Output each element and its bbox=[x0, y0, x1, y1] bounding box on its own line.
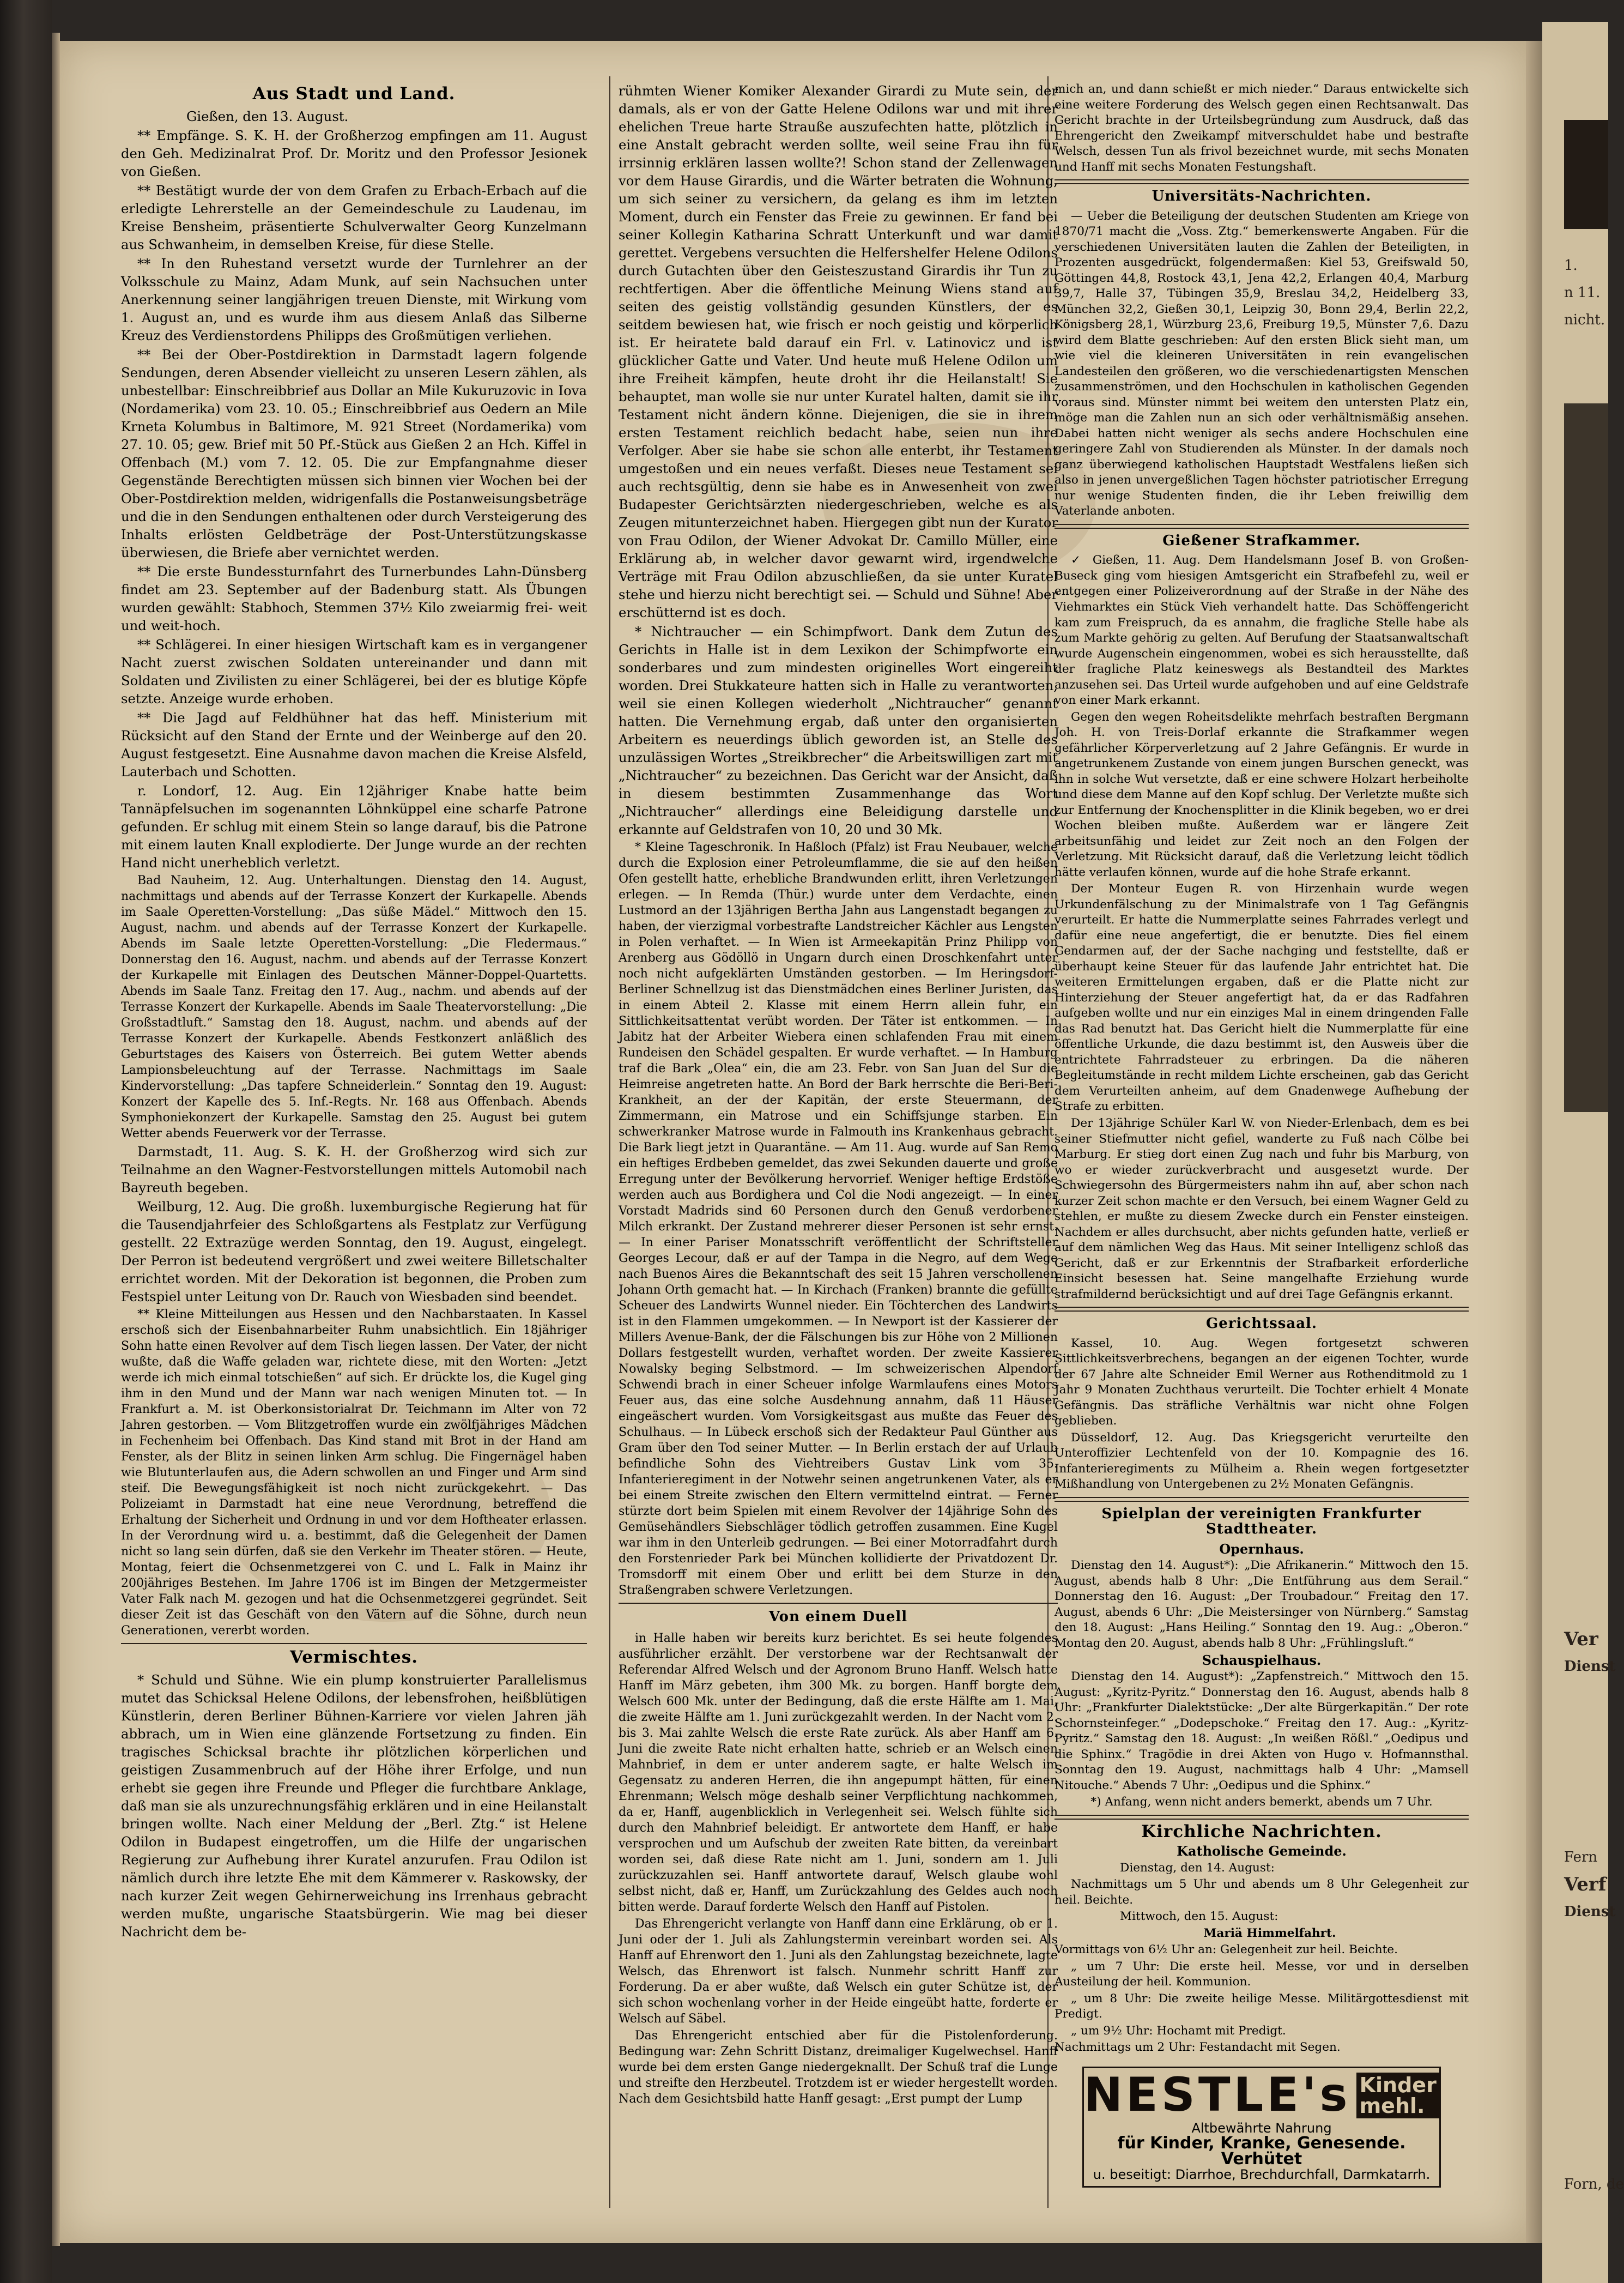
column-2 bbox=[619, 82, 1058, 2108]
ad-product-word: Kinder bbox=[1359, 2073, 1437, 2097]
church-line: „ um 7 Uhr: Die erste heil. Messe, vor und in derselben Austeilung der heil. Kommunion. bbox=[1055, 1959, 1469, 1989]
church-line: Dienstag, den 14. August: bbox=[1120, 1861, 1275, 1875]
article-paragraph: ** In den Ruhestand versetzt wurde der Turnlehrer an der Volksschule zu Mainz, Adam Munk, auf sein Nachsuchen unter Anerkennung seiner langjährigen treuen Dienste, mit Wirkung vom 1. August an, und es wurde ihm aus diesem Anlaß das Silberne Kreuz des Verdienstordens Philipps des Großmütigen verliehen. bbox=[121, 256, 587, 343]
dateline: Gießen, den 13. August. bbox=[186, 108, 349, 124]
church-line: „ um 8 Uhr: Die zweite heilige Messe. Militärgottesdienst mit Predigt. bbox=[1055, 1991, 1469, 2021]
page-edge bbox=[1526, 41, 1542, 2243]
article-paragraph: * Nichtraucher — ein Schimpfwort. Dank dem Zutun des Gerichts in Halle ist in dem Lexikon der Schimpfworte ein sonderbares und zum mindesten originelles Wort eingereiht worden. Drei Stukkateure hatten sich in Halle zu verantworten, weil sie einen Kollegen wiederholt „Nichtraucher“ genannt hatten. Die Vernehmung ergab, daß unter den organisierten Arbeitern es neuerdings üblich geworden ist, an Stelle des unzulässigen Wortes „Streikbrecher“ die Arbeitswilligen zart mit „Nichtraucher“ zu bezeichnen. Das Gericht war der Ansicht, daß in diesem bestimmten Zusammenhange das Wort „Nichtraucher“ allerdings eine Beleidigung darstelle und erkannte auf Geldstrafen von 10, 20 und 30 Mk. bbox=[619, 624, 1058, 837]
section-title-duel: Von einem Duell bbox=[768, 1609, 908, 1625]
article-paragraph: Das Ehrengericht verlangte von Hanff dann eine Erklärung, ob er 1. Juni oder der 1. Juli als Zahlungstermin vereinbart worden sei. Als Hanff auf Ehrenwort den 1. Juni als den Zahlungstag bezeichnete, lagte Welsch, das Ehrenwort ist falsch. Nunmehr schritt Hanff zur Forderung. Da er aber wußte, daß Welsch ein guter Schütze ist, der sich schon wochenlang vorher in der Heide eingeübt hatte, forderte er Welsch auf Säbel. bbox=[619, 1917, 1058, 2026]
section-title-university: Universitäts-Nachrichten. bbox=[1152, 188, 1372, 205]
article-paragraph: ** Bei der Ober-Postdirektion in Darmstadt lagern folgende Sendungen, deren Absender vielleicht zu unseren Lesern zählen, als unbestellbar: Einschreibbrief aus Dollar an Mile Kukuruzovic in Iova (Nordamerika) vom 23. 10. 05.; Einschreibbrief aus Oedern an Mile Krneta Kolumbus in Baltimore, M. 921 Street (Nordamerika) vom 27. 10. 05; gew. Brief mit 50 Pf.-Stück aus Gießen 2 an Hch. Kiffel in Offenbach (M.) vom 7. 12. 05. Die zur Empfangnahme dieser Gegenstände Berechtigten müssen sich binnen vier Wochen bei der Ober-Postdirektion melden, widrigenfalls die Postanweisungsbeträge und die in den Sendungen enthaltenen oder durch Versteigerung des Inhalts erlösten Geldbeträge der Post-Unterstützungskasse überwiesen, die Briefe aber vernichtet werden. bbox=[121, 347, 587, 560]
article-paragraph: ** Die Jagd auf Feldhühner hat das heff. Ministerium mit Rücksicht auf den Stand der Ernte und der Weinberge auf den 20. August festgesetzt. Eine Ausnahme davon machen die Kreise Alsfeld, Lauterbach und Schotten. bbox=[121, 710, 587, 780]
article-paragraph: ** Schlägerei. In einer hiesigen Wirtschaft kam es in vergangener Nacht zuerst zwischen Soldaten untereinander und dann mit Soldaten und Zivilisten zu einer Schlägerei, bei der es blutige Köpfe setzte. Anzeige wurde erhoben. bbox=[121, 637, 587, 706]
article-paragraph: — Ueber die Beteiligung der deutschen Studenten am Kriege von 1870/71 macht die „Voss. Ztg.“ bemerkenswerte Angaben. Für die verschiedenen Universitäten lauten die Zahlen der Beteiligten, in Prozenten ausgedrückt, folgendermaßen: Kiel 53, Greifswald 50, Göttingen 44,8, Rostock 43,1, Jena 42,2, Erlangen 40,4, Marburg 39,7, Halle 37, Tübingen 35,9, Breslau 34,2, Heidelberg 33, München 32,2, Gießen 30,1, Leipzig 30, Bonn 29,4, Berlin 22,2, Königsberg 28,1, Würzburg 23,6, Freiburg 19,5, Münster 7,6. Dazu wird dem Blatte geschrieben: Auf den ersten Blick sieht man, um wie viel die kleineren Universitäten in rein evangelischen Landesteilen den größeren, wo die verschiedenartigsten Menschen zusammenströmen, und den Hochschulen in katholischen Gegenden voraus sind. Münster nimmt bei weitem den untersten Platz ein, möge man die Zahlen nun an sich oder verhältnismäßig ansehen. Dabei hatten nicht weniger als sechs andere Hochschulen eine geringere Zahl von Studierenden als Münster. In der damals noch ganz überwiegend katholischen Hauptstadt Westfalens ließen sich also in jenen unvergeßlichen Tagen höchster patriotischer Erregung nur wenige Studenten finden, die ihr Leben freiwillig dem Vaterlande anboten. bbox=[1055, 209, 1469, 518]
book-gutter bbox=[0, 0, 52, 2283]
section-title-miscellaneous: Vermischtes. bbox=[290, 1647, 418, 1667]
article-paragraph: rühmten Wiener Komiker Alexander Girardi zu Mute sein, der damals, als er von der Gatte Helene Odilons war und mit ihrer ehelichen Treue harte Strauße auszufechten hatte, plötzlich in eine Anstalt gebracht werden sollte, weil seine Frau ihn für irrsinnig erklären lassen wollte?! Schon stand der Zellenwagen vor dem Hause Girardis, und die Wärter betraten die Wohnung, um sich seiner zu versichern, da gelang es ihm im letzten Moment, durch ein Fenster das Freie zu gewinnen. Er fand bei seiner Kollegin Katharina Schratt Unterkunft und war damit gerettet. Vergebens versuchten die Helfershelfer Helene Odilons durch Gutachten über den Geisteszustand Girardis ihr Tun zu rechtfertigen. Aber die öffentliche Meinung Wiens stand auf seiten des geistig vollständig gesunden Künstlers, der es seitdem bewiesen hat, wie frisch er noch geistig und körperlich ist. Er heiratete bald darauf ein Frl. v. Latinovicz und ist glücklicher Gatte und Vater. Und heute muß Helene Odilon um ihre Freiheit kämpfen, heute droht ihr die Heilanstalt! Sie behauptet, man wolle sie nur unter Kuratel halten, damit sie ihr Testament nicht ändern könne. Diejenigen, die sie in ihrem ersten Testament reichlich bedacht habe, seien nun ihre Verfolger. Aber sie habe sie schon alle enterbt, ihr Testament umgestoßen und ein neues verfaßt. Dieses neue Testament sei auch rechtsgültig, denn sie habe es in Anwesenheit von zwei Budapester Gerichtsärzten niedergeschrieben, welche es als Zeugen mitunterzeichnet haben. Hiergegen gibt nun der Kurator von Frau Odilon, der Wiener Advokat Dr. Camillo Müller, eine Erklärung ab, in welcher davor gewarnt wird, irgendwelche Verträge mit Frau Odilon abzuschließen, da sie unter Kuratel stehe und hierzu nicht berechtigt sei. — Schuld und Sühne! Aber erschütternd ist es doch. bbox=[619, 83, 1058, 620]
section-divider bbox=[1055, 179, 1469, 184]
adjacent-page-text: Dienst bbox=[1564, 1658, 1616, 1675]
article-paragraph: Dienstag den 14. August*): „Zapfenstreich.“ Mittwoch den 15. August: „Kyritz-Pyritz.“ Donnerstag den 16. August, abends halb 8 Uhr: „Frankfurter Dialektstücke: „Der alte Bürgerkapitän.“ Der rote Schornsteinfeger.“ „Dodepschoke.“ Freitag den 17. Aug.: „Kyritz-Pyritz.“ Samstag den 18. August: „In weißen Rößl.“ „Oedipus und die Sphinx.“ Tragödie in drei Akten von Hugo v. Hofmannsthal. Sonntag den 19. August, nachmittags halb 4 Uhr: „Mamsell Nitouche.“ Abends 7 Uhr: „Oedipus und die Sphinx.“ bbox=[1055, 1670, 1469, 1792]
subheading-catholic-parish: Katholische Gemeinde. bbox=[1177, 1843, 1347, 1859]
article-paragraph: Der Monteur Eugen R. von Hirzenhain wurde wegen Urkundenfälschung zu der Minimalstrafe von 1 Tag Gefängnis verurteilt. Er hatte die Nummerplatte seines Fahrrades verlegt und dafür eine neue angefertigt, die er benutzte. Dies fiel einem Gendarmen auf, der der Sache nachging und feststellte, daß er überhaupt keine Steuer für das laufende Jahr entrichtet hat. Die weiteren Ermittelungen ergaben, daß er die Platte nicht zur Hinterziehung der Steuer angefertigt hat, da er das Radfahren aufgeben wollte und nur ein einziges Mal in einem dringenden Falle das Rad benutzt hat. Das Gericht hielt die Nummerplatte für eine öffentliche Urkunde, die dazu bestimmt ist, den Ausweis über die entrichtete Fahrradsteuer zu erbringen. Da die näheren Begleitumstände in recht mildem Lichte erscheinen, gab das Gericht dem Verurteilten anheim, auf dem Gnadenwege Aufhebung der Strafe zu erbitten. bbox=[1055, 882, 1469, 1114]
church-line: Nachmittags um 2 Uhr: Festandacht mit Segen. bbox=[1055, 2040, 1341, 2055]
column-3 bbox=[1055, 82, 1469, 2188]
article-paragraph: mich an, und dann schießt er mich nieder.“ Daraus entwickelte sich eine weitere Forderung des Welsch gegen einen Rechtsanwalt. Das Gericht brachte in der Urteilsbegründung zum Ausdruck, daß das Ehrengericht den Zweikampf mitverschuldet habe und bestrafte Welsch, dessen Tun als frivol bezeichnet wurde, mit sechs Monaten und Hanff mit sechs Monaten Festungshaft. bbox=[1055, 82, 1469, 174]
church-line: Nachmittags um 5 Uhr und abends um 8 Uhr Gelegenheit zur heil. Beichte. bbox=[1055, 1877, 1469, 1907]
article-paragraph: Bad Nauheim, 12. Aug. Unterhaltungen. Dienstag den 14. August, nachmittags und abends auf der Terrasse Konzert der Kurkapelle. Abends im Saale Operetten-Vorstellung: „Das süße Mädel.“ Mittwoch den 15. August, nachm. und abends auf der Terrasse Konzert der Kurkapelle. Abends im Saale letzte Operetten-Vorstellung: „Die Fledermaus.“ Donnerstag den 16. August, nachm. und abends auf der Terrasse Konzert der Kurkapelle mit Einlagen des Deutschen Männer-Doppel-Quartetts. Abends im Saale Tanz. Freitag den 17. Aug., nachm. und abends auf der Terrasse Konzert der Kurkapelle. Abends im Saale Theatervorstellung: „Die Großstadtluft.“ Samstag den 18. August, nachm. und abends auf der Terrasse Konzert der Kurkapelle. Abends Festkonzert anläßlich des Geburtstages des Kaisers von Österreich. Bei gutem Wetter abends Lampionsbeleuchtung auf der Terrasse. Nachmittags im Saale Kindervorstellung: „Das tapfere Schneiderlein.“ Sonntag den 19. August: Konzert der Kapelle des 5. Inf.-Regts. Nr. 168 aus Offenbach. Abends Symphoniekonzert der Kurkapelle. Samstag den 25. August bei gutem Wetter abends Feuerwerk vor der Terrasse. bbox=[121, 874, 587, 1140]
adjacent-page-block bbox=[1564, 120, 1608, 229]
section-title-theater-program: Spielplan der vereinigten Frankfurter Stadttheater. bbox=[1101, 1505, 1422, 1538]
church-line: „ um 9½ Uhr: Hochamt mit Predigt. bbox=[1071, 2024, 1286, 2038]
ad-product bbox=[1356, 2073, 1440, 2118]
article-paragraph: Darmstadt, 11. Aug. S. K. H. der Großherzog wird sich zur Teilnahme an den Wagner-Festvorstellungen mittels Automobil nach Bayreuth begeben. bbox=[121, 1144, 587, 1195]
section-divider bbox=[1055, 1307, 1469, 1312]
article-paragraph: Düsseldorf, 12. Aug. Das Kriegsgericht verurteilte den Unteroffizier Lechtenfeld von der 10. Kompagnie des 16. Infanterieregiments zu Mülheim a. Rhein wegen fortgesetzter Mißhandlung von Untergebenen zu 2½ Monaten Gefängnis. bbox=[1055, 1430, 1469, 1491]
article-paragraph: * Schuld und Sühne. Wie ein plump konstruierter Parallelismus mutet das Schicksal Helene Odilons, der lebensfrohen, heißblütigen Künstlerin, deren Berliner Bühnen-Karriere vor vielen Jahren jäh abbrach, um in Wien eine glänzende Fortsetzung zu finden. Ein tragisches Schicksal brachte ihr plötzlichen körperlichen und geistigen Zusammenbruch auf der Höhe ihrer Erfolge, und nun erhebt sie gegen ihre Freunde und Pfleger die furchtbare Anklage, daß man sie als unzurechnungsfähig erklären und in eine Heilanstalt bringen wollte. Nach einer Meldung der „Berl. Ztg.“ ist Helene Odilon in Budapest eingetroffen, um die Hilfe der ungarischen Regierung zur Aufhebung ihrer Kuratel anzurufen. Frau Odilon ist nämlich durch ihre letzte Ehe mit dem Kämmerer v. Raskowsky, der nach kurzer Zeit wegen Gehirnerweichung ins Irrenhaus gebracht werden mußte, ungarische Staatsbürgerin. Wie mag bei dieser Nachricht dem be- bbox=[121, 1672, 587, 1940]
adjacent-page bbox=[1542, 22, 1624, 2283]
church-line: Mittwoch, den 15. August: bbox=[1120, 1910, 1278, 1924]
section-title-church-news: Kirchliche Nachrichten. bbox=[1141, 1821, 1382, 1841]
article-paragraph: Dienstag den 14. August*): „Die Afrikanerin.“ Mittwoch den 15. August, abends halb 8 Uhr: „Die Entführung aus dem Serail.“ Donnerstag den 16. August: „Der Troubadour.“ Freitag den 17. August, abends 6 Uhr: „Die Meistersinger von Nürnberg.“ Samstag den 18. August: „Hans Heiling.“ Sonntag den 19. Aug.: „Oberon.“ Montag den 20. August, abends halb 8 Uhr: „Frühlingsluft.“ bbox=[1055, 1559, 1469, 1650]
column-1 bbox=[121, 82, 587, 1942]
section-divider bbox=[1055, 524, 1469, 529]
ad-tagline: Altbewährte Nahrung bbox=[1191, 2120, 1332, 2136]
ad-claim: für Kinder, Kranke, Genesende. Verhütet bbox=[1117, 2134, 1406, 2169]
subheading-playhouse: Schauspielhaus. bbox=[1202, 1652, 1322, 1668]
section-divider bbox=[1055, 1815, 1469, 1820]
article-paragraph: * Kleine Tageschronik. In Haßloch (Pfalz) ist Frau Neubauer, welche durch die Explosion einer Petroleumflamme, die sie auf den heißen Ofen gestellt hatte, erhebliche Brandwunden erlitt, ihren Verletzungen erlegen. — In Remda (Thür.) wurde unter dem Verdachte, einen Lustmord an der 13jährigen Bertha Jahn aus Langenstadt begangen zu haben, der vierzigmal vorbestrafte Landstreicher Kächler aus Lengsten in Polen verhaftet. — In Wien ist Armeekapitän Prinz Philipp von Arenberg aus Gödöllö in Ungarn durch einen Droschkenfahrt unter noch nicht aufgeklärten Umständen gestorben. — Im Heringsdorf-Berliner Schnellzug ist das Dienstmädchen eines Berliner Juristen, das in einem Abteil 2. Klasse mit einem Herrn allein fuhr, ein Sittlichkeitsattentat verübt worden. Der Täter ist entkommen. — In Jabitz hat der Arbeiter Wiebera einen schlafenden Frau mit einem Rundeisen den Schädel gespalten. Er wurde verhaftet. — In Hamburg traf die Bark „Olea“ ein, die am 23. Febr. von San Juan del Sur die Heimreise angetreten hatte. An Bord der Bark herrschte die Beri-Beri-Krankheit, an der der Kapitän, der erste Steuermann, der Zimmermann, ein Matrose und ein Schiffsjunge starben. Ein schwerkranker Matrose wurde in Falmouth ins Krankenhaus gebracht. Die Bark liegt jetzt in Quarantäne. — Am 11. Aug. wurde auf San Remo ein heftiges Erdbeben gemeldet, das zwei Sekunden dauerte und große Erregung unter der Bevölkerung hervorrief. Weniger heftige Erdstöße werden auch aus Bordighera und Col die Nodi angezeigt. — In einer Vorstadt Madrids sind 60 Personen durch den Genuß verdorbener Milch erkrankt. Der Zustand mehrerer dieser Personen ist sehr ernst. — In einer Pariser Monatsschrift veröffentlicht der Schriftsteller Georges Lecour, daß er auf der Tampa in die Negro, auf dem Wege nach Buenos Aires die Bekanntschaft des seit 15 Jahren verschollenen Johann Orth gemacht hat. — In Kirchach (Franken) brannte die gefüllte Scheuer des Landwirts Wunnel nieder. Ein Töchterchen des Landwirts ist in den Flammen umgekommen. — In Newport ist der Kassierer der Millers Avenue-Bank, der die Fälschungen bis zur Höhe von 2 Millionen Dollars festgestellt wurden, verhaftet worden. Der zweite Kassierer Nowalsky beging Selbstmord. — Im schweizerischen Alpendorf Schwendi brach in einer Scheuer infolge Warmlaufens eines Motors Feuer aus, das eine solche Ausdehnung annahm, daß 11 Häuser eingeäschert wurden. Vom Vorsigkeitsgast aus mußte das Feuer des Schulhaus. — In Lübeck erschoß sich der Redakteur Paul Günther aus Gram über den Tod seiner Mutter. — In Berlin erstach der auf Urlaub befindliche Sohn des Viehtreibers Gustav Link vom 35. Infanterieregiment in der Notwehr seinen angetrunkenen Vater, als er bei einem Streite zwischen den Eltern vermittelnd eintrat. — Ferner stürzte dort beim Spielen mit einem Revolver der 14jährige Sohn des Gemüsehändlers Siebschläger tödlich getroffen zusammen. Eine Kugel war ihm in den Unterleib gedrungen. — Bei einer Motorradfahrt durch den Forstenrieder Park bei München kollidierte der Privatdozent Dr. Tromsdorff mit einem Ober und erlitt bei dem Sturze in den Straßengraben schwere Verletzungen. bbox=[619, 841, 1058, 1597]
footnote: *) Anfang, wenn nicht anders bemerkt, abends um 7 Uhr. bbox=[1090, 1795, 1433, 1809]
section-divider bbox=[619, 1603, 1058, 1604]
ad-product-word: mehl. bbox=[1359, 2093, 1425, 2118]
section-title-criminal-court: Gießener Strafkammer. bbox=[1162, 532, 1361, 549]
article-paragraph: Der 13jährige Schüler Karl W. von Nieder-Erlenbach, dem es bei seiner Stiefmutter nicht gefiel, wanderte zu Fuß nach Cölbe bei Marburg. Er stieg dort einen Zug nach und fuhr bis Marburg, von wo er wieder zurückverbracht und ausgesetzt wurde. Der Schwiegersohn des Bürgermeisters nahm ihn auf, aber schon nach kurzer Zeit schon machte er den Versuch, bei einem Wagner Geld zu stehlen, er mußte zu diesem Zwecke durch ein Fenster einsteigen. Nachdem er alles durchsucht, aber nichts gefunden hatte, verließ er auf dem nämlichen Weg das Haus. Mit seiner Intelligenz schloß das Gericht, daß er zur Erkenntnis der Strafbarkeit erforderliche Einsicht besessen hat. Seine mangelhafte Erziehung wurde strafmildernd berücksichtigt und auf drei Tage Gefängnis erkannt. bbox=[1055, 1116, 1469, 1301]
adjacent-page-text: Forn, de bbox=[1564, 2176, 1624, 2193]
adjacent-page-text: Verf bbox=[1564, 1874, 1607, 1895]
article-paragraph: Kassel, 10. Aug. Wegen fortgesetzt schweren Sittlichkeitsverbrechens, begangen an der eigenen Tochter, wurde der 67 Jahre alte Schneider Emil Werner aus Rothenditmold zu 1 Jahr 9 Monaten Zuchthaus verurteilt. Die Tochter erhielt 4 Monate Gefängnis. Das sträfliche Verhältnis war nicht ohne Folgen geblieben. bbox=[1055, 1336, 1469, 1428]
adjacent-page-text: Fern bbox=[1564, 1849, 1598, 1865]
adjacent-page-text: Ver bbox=[1564, 1628, 1598, 1650]
article-paragraph: ** Bestätigt wurde der von dem Grafen zu Erbach-Erbach auf die erledigte Lehrerstelle an der Gemeindeschule zu Laudenau, im Kreise Bensheim, präsentierte Schulverwalter Georg Kunzelmann aus Schwanheim, in demselben Kreise, für diese Stelle. bbox=[121, 183, 587, 252]
adjacent-page-block bbox=[1564, 403, 1608, 1112]
church-line: Vormittags von 6½ Uhr an: Gelegenheit zur heil. Beichte. bbox=[1055, 1943, 1398, 1957]
article-paragraph: Weilburg, 12. Aug. Die großh. luxemburgische Regierung hat für die Tausendjahrfeier des Schloßgartens als Festplatz zur Verfügung gestellt. 22 Extrazüge werden Sonntag, den 19. August, eingelegt. Der Perron ist bedeutend vergrößert und zwei weitere Billetschalter errichtet worden. Mit der Dekoration ist begonnen, die Proben zum Festspiel unter Leitung von Dr. Rauch von Wiesbaden sind beendet. bbox=[121, 1199, 587, 1304]
article-paragraph: ** Kleine Mitteilungen aus Hessen und den Nachbarstaaten. In Kassel erschoß sich der Eisenbahnarbeiter Ruhm unabsichtlich. Ein 18jähriger Sohn hatte einen Revolver auf dem Tisch liegen lassen. Der Vater, der nicht wußte, daß die Waffe geladen war, richtete diese, mit den Worten: „Jetzt werde ich mich einmal totschießen“ auf sich. Er drückte los, die Kugel ging ihm in den Mund und der Mann war nach wenigen Minuten tot. — In Frankfurt a. M. ist Oberkonsistorialrat Dr. Teichmann im Alter von 72 Jahren gestorben. — Vom Blitzgetroffen wurde ein zwölfjähriges Mädchen in Fechenheim bei Offenbach. Das Kind stand mit Brot in der Hand am Fenster, als der Blitz in seinen linken Arm schlug. Die Fingernägel haben wie Blutunterlaufen aus, die Adern schwollen an und Finger und Arm sind steif. Die Bewegungsfähigkeit ist noch nicht zurückgekehrt. — Das Polizeiamt in Darmstadt hat eine neue Verordnung, betreffend die Erhaltung der Sicherheit und Ordnung in und vor dem Hoftheater erlassen. In der Verordnung wird u. a. bestimmt, daß die Gelegenheit der Damen nicht so lang sein dürfen, daß sie den Verkehr im Theater stören. — Heute, Montag, feiert die Ochsenmetzgerei von C. und L. Falk in Mainz ihr 200jähriges Bestehen. Im Jahre 1706 ist im Bingen der Metzgermeister Vater Falk nach M. gezogen und hat die Ochsenmetzgerei gegründet. Seit dieser Zeit ist das Geschäft von den Vätern auf die Söhne, durch neun Generationen, vererbt worden. bbox=[121, 1308, 587, 1638]
adjacent-page-text: Dienst bbox=[1564, 1904, 1616, 1920]
article-paragraph: ** Die erste Bundessturnfahrt des Turnerbundes Lahn-Dünsberg findet am 23. September auf der Badenburg statt. Als Übungen wurden gewählt: Stabhoch, Stemmen 37½ Kilo zweiarmig frei- weit und weit-hoch. bbox=[121, 564, 587, 633]
church-line: Mariä Himmelfahrt. bbox=[1203, 1926, 1336, 1940]
section-title-local-news: Aus Stadt und Land. bbox=[252, 84, 456, 104]
ad-brand: NESTLE's bbox=[1083, 2067, 1351, 2122]
column-rule bbox=[609, 76, 610, 2208]
adjacent-page-text: nicht. bbox=[1564, 312, 1605, 328]
section-divider bbox=[121, 1643, 587, 1644]
page-shadow bbox=[52, 33, 60, 2246]
ad-claim-detail: u. beseitigt: Diarrhoe, Brechdurchfall, Darmkatarrh. bbox=[1093, 2167, 1431, 2183]
adjacent-page-text: n 11. bbox=[1564, 285, 1601, 301]
section-divider bbox=[1055, 1497, 1469, 1502]
article-paragraph: Gegen den wegen Roheitsdelikte mehrfach bestraften Bergmann Joh. H. von Treis-Dorlaf erkannte die Strafkammer wegen gefährlicher Körperverletzung auf 2 Jahre Gefängnis. Er wurde in angetrunkenem Zustande von einem jungen Burschen geneckt, was ihn in solche Wut versetzte, daß er eine schwere Holzart herbeiholte und diese dem Manne auf den Kopf schlug. Der Verletzte mußte sich zur Entfernung der Knochensplitter in die Klinik begeben, wo er drei Wochen bleiben mußte. Außerdem war er längere Zeit arbeitsunfähig und leidet zur Zeit noch an den Folgen der Verletzung. Mit Rücksicht darauf, daß die Verletzung leicht tödlich hätte verlaufen können, wurde auf die hohe Strafe erkannt. bbox=[1055, 710, 1469, 879]
article-paragraph: ** Empfänge. S. K. H. der Großherzog empfingen am 11. August den Geh. Medizinalrat Prof. Dr. Moritz und den Professor Jesionek von Gießen. bbox=[121, 128, 587, 179]
subheading-opera: Opernhaus. bbox=[1219, 1541, 1304, 1557]
article-paragraph: in Halle haben wir bereits kurz berichtet. Es sei heute folgendes ausführlicher erzählt. Der verstorbene war der Rechtsanwalt der Referendar Alfred Welsch und der Agronom Bruno Hanff. Welsch hatte Hanff im März gebeten, ihm 300 Mk. zu borgen. Hanff borgte dem Welsch 600 Mk. unter der Bedingung, daß die erste Hälfte am 1. Mai, die zweite Hälfte am 1. Juni zurückgezahlt werden. In der Nacht vom 2. bis 3. Mai zahlte Welsch die erste Rate zurück. Als aber Hanff am 6. Juni die zweite Rate nicht erhalten hatte, schrieb er an Welsch einen Mahnbrief, in dem er unter anderem sagte, er halte Welsch im Gegensatz zu anderen Herren, die ihn angepumpt hätten, für einen Ehrenmann; Welsch möge deshalb seiner Verpflichtung nachkommen, da er, Hanff, augenblicklich in Verlegenheit sei. Welsch fühlte sich durch den Mahnbrief beleidigt. Er antwortete dem Hanff, er habe versprochen und um Aufschub der zweiten Rate bitten, da vereinbart worden sei, daß diese Rate nicht am 1. Juni, sondern am 1. Juli zurückzuzahlen sei. Hanff antwortete darauf, Welsch glaube wohl selbst nicht, daß er, Hanff, um Zurückzahlung des Geldes auch noch bitten werde. Darauf forderte Welsch den Hanff auf Pistolen. bbox=[619, 1632, 1058, 1914]
nestle-advertisement bbox=[1082, 2067, 1441, 2188]
adjacent-page-text: 1. bbox=[1564, 257, 1578, 274]
section-title-courtroom: Gerichtssaal. bbox=[1206, 1315, 1317, 1332]
article-paragraph: Das Ehrengericht entschied aber für die Pistolenforderung. Bedingung war: Zehn Schritt Distanz, dreimaliger Kugelwechsel. Hanff wurde bei dem ersten Gange niedergeknallt. Der Schuß traf die Lunge und streifte den Herzbeutel. Trotzdem ist er wieder hergestellt worden. Nach dem Gesichtsbild hatte Hanff gesagt: „Erst pumpt der Lump bbox=[619, 2029, 1058, 2106]
article-paragraph: r. Londorf, 12. Aug. Ein 12jähriger Knabe hatte beim Tannäpfelsuchen im sogenannten Löhnküppel eine scharfe Patrone gefunden. Er schlug mit einem Stein so lange darauf, bis die Patrone mit einem lauten Knall explodierte. Der Junge wurde an der rechten Hand nicht unerheblich verletzt. bbox=[121, 783, 587, 871]
article-paragraph: ✓ Gießen, 11. Aug. Dem Handelsmann Josef B. von Großen-Buseck ging vom hiesigen Amtsgericht ein Strafbefehl zu, weil er entgegen einer Polizeiverordnung auf der Straße in der Nähe des Viehmarktes ein Stück Vieh verhandelt hatte. Das Schöffengericht kam zum Freispruch, da es annahm, die fragliche Stelle habe als zum Markte gehörig zu gelten. Auf Berufung der Staatsanwaltschaft wurde Augenschein eingenommen, wobei es sich herausstellte, daß der fragliche Platz keineswegs als Bestandteil des Marktes anzusehen sei. Das Urteil wurde aufgehoben und auf eine Geldstrafe von einer Mark erkannt. bbox=[1055, 553, 1469, 708]
